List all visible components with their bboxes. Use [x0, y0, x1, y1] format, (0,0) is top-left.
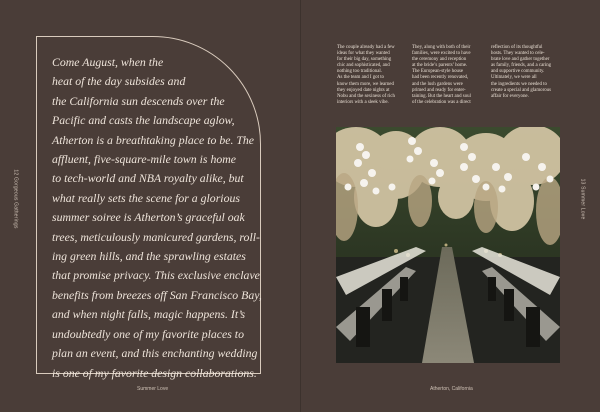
intro-line: undoubtedly one of my favorite places to	[52, 326, 244, 341]
gutter	[300, 0, 301, 412]
column-line: taining. But the heart and soul	[412, 93, 471, 99]
column-line: reflection of its thoughtful	[491, 45, 543, 50]
intro-line: the California sun descends over the	[52, 93, 225, 108]
column-line: for their big day, something	[337, 57, 392, 63]
intro-line: Pacific and casts the landscape aglow,	[52, 113, 235, 128]
column-line: affair for everyone.	[491, 93, 529, 99]
column-line: The couple already had a few	[337, 45, 395, 50]
column-line: primed and ready for enter-	[412, 87, 466, 93]
column-line: and supportive community.	[491, 69, 545, 75]
column-line: the ceremony and reception	[412, 57, 467, 63]
column-line: brate love and gather together	[491, 57, 550, 63]
column-line: had been recently renovated,	[412, 75, 469, 81]
column-line: they enjoyed date nights at	[337, 87, 390, 93]
right-folio: Atherton, California	[430, 386, 473, 392]
column-line: They, along with both of their	[412, 45, 471, 50]
intro-line: benefits from breezes off San Francisco Bay,	[52, 287, 262, 302]
intro-line: what really sets the scene for a glorious	[52, 190, 240, 205]
intro-line: ing green hills, and the sprawling estates	[52, 249, 246, 264]
intro-line: heat of the day subsides and	[52, 74, 186, 89]
intro-line: affluent, five-square-mile town is home	[52, 152, 237, 167]
body-column-2	[412, 45, 484, 106]
body-column-3	[491, 45, 563, 100]
column-line: create a special and glamorous	[491, 87, 552, 93]
intro-line: to tech-world and NBA royalty alike, but	[52, 171, 244, 186]
column-line: As the team and I got to	[337, 75, 384, 81]
column-line: Nobu and the sexiness of rich	[337, 93, 395, 99]
column-line: as family, friends, and a caring	[491, 63, 552, 69]
intro-line: plan an event, and this enchanting wedding	[52, 346, 258, 361]
column-line: nothing too traditional.	[337, 69, 382, 75]
wedding-reception-illustration	[336, 127, 560, 363]
column-line: at the bride’s parents’ home.	[412, 63, 468, 69]
intro-line: trees, meticulously manicured gardens, roll-	[52, 229, 260, 244]
column-line: ideas for what they wanted	[337, 51, 390, 57]
column-line: hosts. They wanted to cele-	[491, 51, 545, 57]
intro-line: Come August, when the	[52, 55, 164, 69]
left-running-head: 12 Gorgeous Gatherings	[12, 169, 19, 229]
column-line: know them more, we learned	[337, 81, 394, 87]
intro-line: summer soiree is Atherton’s graceful oak	[52, 210, 245, 225]
left-folio: Summer Love	[137, 386, 169, 392]
wedding-reception-photo	[336, 127, 560, 363]
right-running-head: 13 Summer Love	[579, 178, 586, 220]
intro-paragraph	[52, 53, 262, 383]
column-line: and the lush gardens were	[412, 81, 463, 87]
column-line: Ultimately, we were all	[491, 75, 537, 81]
column-line: The European-style house	[412, 69, 464, 75]
column-line: the ingredients we needed to	[491, 81, 547, 87]
column-line: of the celebration was a direct	[412, 99, 471, 105]
body-column-1	[337, 45, 409, 106]
column-line: families, were excited to have	[412, 51, 471, 57]
intro-line: and when night falls, magic happens. It’s	[52, 307, 246, 322]
column-line: interiors with a sleek vibe.	[337, 99, 389, 105]
intro-line: is one of my favorite design collaborations.	[52, 365, 257, 380]
intro-line: Atherton is a breathtaking place to be. The	[52, 132, 255, 147]
column-line: chic and sophisticated, and	[337, 63, 390, 69]
intro-line: that promise privacy. This exclusive enclave	[52, 268, 260, 283]
